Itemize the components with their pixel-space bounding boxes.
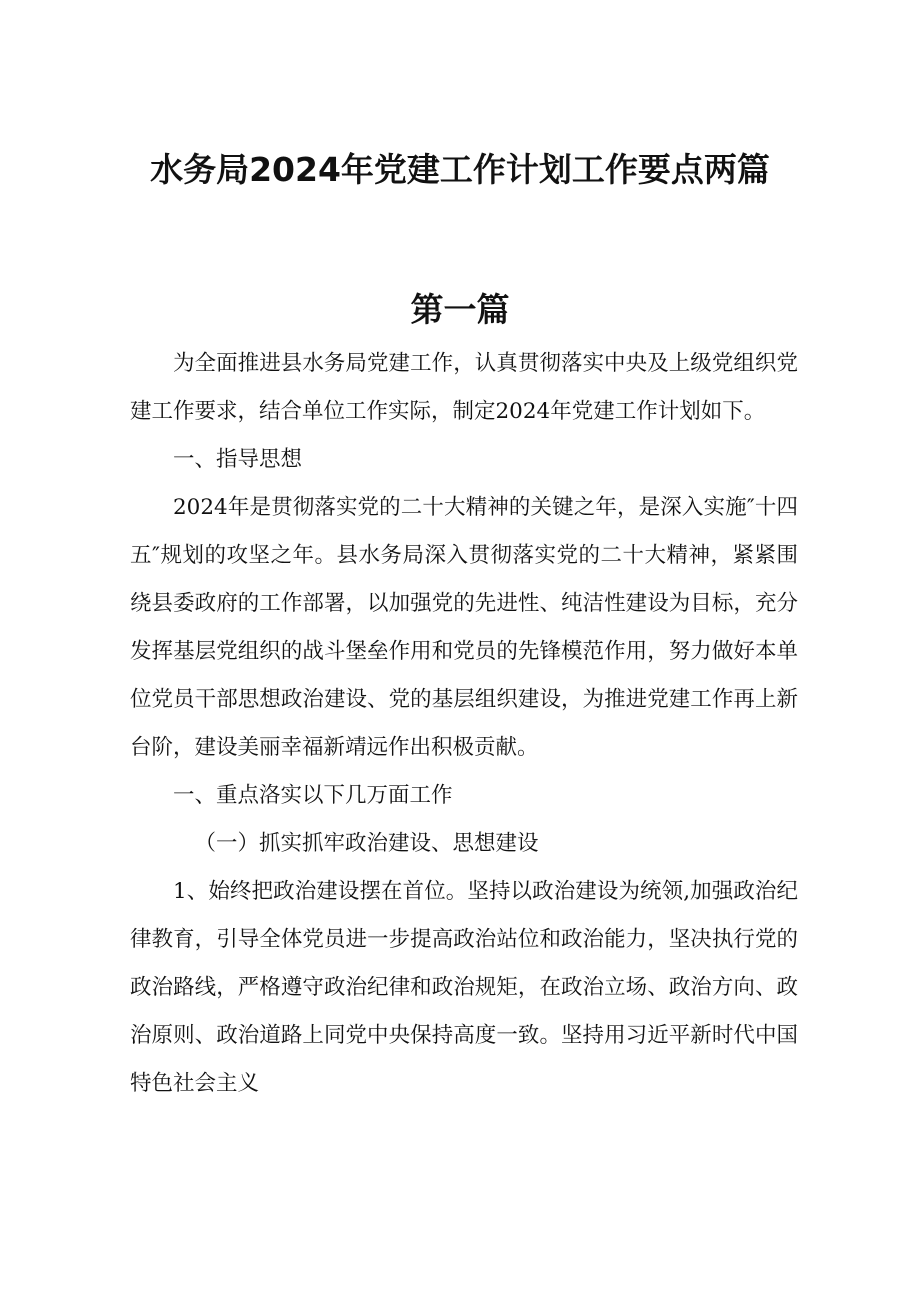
- subheading-political-construction: （一）抓实抓牢政治建设、思想建设: [194, 831, 539, 856]
- paragraph-political-construction: 1、始终把政治建设摆在首位。坚持以政治建设为统领,加强政治纪律教育，引导全体党员进一步提高政治站位和政治能力，坚决执行党的政治路线，严格遵守政治纪律和政治规矩，在政治立场、政治方向、政治原则、政治道路上同党中央保持高度一致。坚持用习近平新时代中国特色社会主义: [130, 879, 798, 1096]
- section-title: 第一篇: [410, 290, 510, 329]
- paragraph-guiding-ideology: 2024年是贯彻落实党的二十大精神的关键之年，是深入实施″十四五″规划的攻坚之年。县水务局深入贯彻落实党的二十大精神，紧紧围绕县委政府的工作部署，以加强党的先进性、纯洁性建设为目标，充分发挥基层党组织的战斗堡垒作用和党员的先锋模范作用，努力做好本单位党员干部思想政治建设、党的基层组织建设，为推进党建工作再上新台阶，建设美丽幸福新靖远作出积极贡献。: [130, 495, 798, 760]
- document-title: 水务局2024年党建工作计划工作要点两篇: [150, 150, 770, 189]
- paragraph-intro: 为全面推进县水务局党建工作，认真贯彻落实中央及上级党组织党建工作要求，结合单位工作实际，制定2024年党建工作计划如下。: [130, 351, 798, 424]
- heading-key-work: 一、重点洛实以下几万面工作: [173, 783, 453, 808]
- document-body: [130, 340, 798, 1108]
- heading-guiding-ideology: 一、指导思想: [173, 447, 303, 472]
